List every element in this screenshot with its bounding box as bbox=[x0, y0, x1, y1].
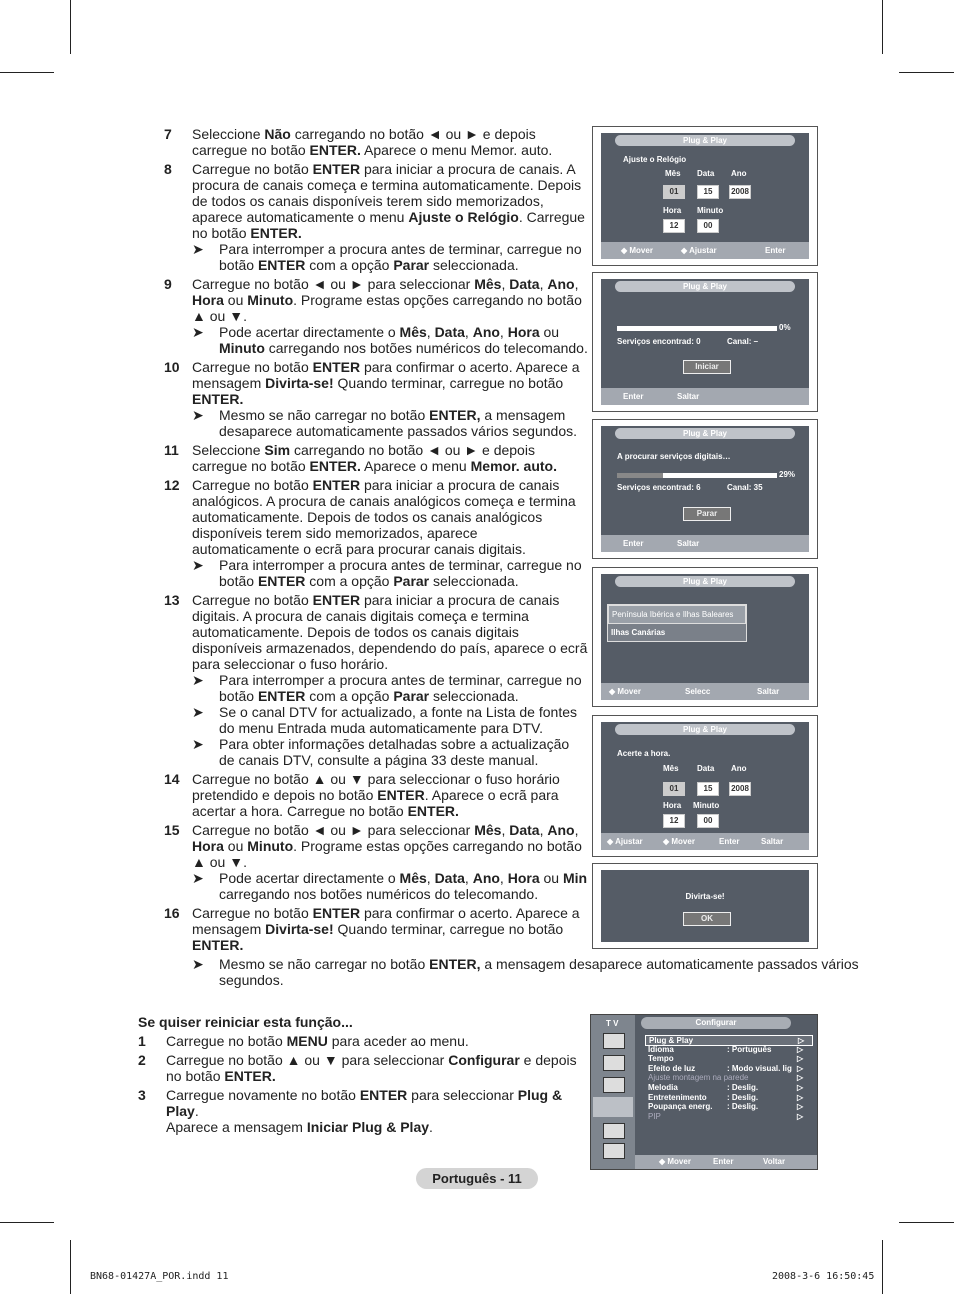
screen-header: Plug & Play bbox=[615, 724, 795, 735]
minute-field[interactable]: 00 bbox=[697, 814, 719, 828]
footer-move: ◆ Mover bbox=[663, 837, 695, 846]
month-field[interactable]: 01 bbox=[663, 782, 685, 796]
menu-item[interactable] bbox=[645, 1102, 811, 1111]
footer-enter: Enter bbox=[765, 246, 786, 255]
year-label: Ano bbox=[731, 169, 747, 178]
year-label: Ano bbox=[731, 764, 747, 773]
arrow-right-icon: ▷ bbox=[797, 1054, 804, 1064]
crop-mark bbox=[70, 0, 71, 54]
step-number: 7 bbox=[164, 126, 172, 142]
setup-icon[interactable] bbox=[593, 1097, 633, 1117]
screen-enjoy bbox=[592, 863, 818, 949]
menu-item[interactable] bbox=[645, 1064, 811, 1073]
step-note: ➤ Para interromper a procura antes de terminar, carregue no botão ENTER com a opção Parar seleccionada. bbox=[192, 557, 582, 589]
step-text: Carregue novamente no botão ENTER para seleccionar Plug & Play. Aparece a mensagem Iniciar Plug & Play. bbox=[166, 1087, 563, 1135]
day-field[interactable]: 15 bbox=[697, 782, 719, 796]
screen-digital-search bbox=[592, 419, 818, 559]
restart-section bbox=[138, 1014, 588, 1138]
arrow-right-icon: ▷ bbox=[798, 1036, 805, 1045]
footer-skip: Saltar bbox=[757, 687, 780, 696]
arrow-right-icon: ▷ bbox=[797, 1063, 804, 1073]
input-icon[interactable] bbox=[603, 1123, 625, 1139]
step-item bbox=[138, 1033, 588, 1049]
menu-item-label: Efeito de luz bbox=[648, 1063, 696, 1073]
footer-enter: Enter bbox=[713, 1157, 734, 1166]
footer-return: Voltar bbox=[763, 1157, 786, 1166]
menu-item[interactable] bbox=[645, 1112, 811, 1121]
step-number: 16 bbox=[164, 905, 180, 921]
footer-enter: Enter bbox=[623, 539, 644, 548]
arrow-right-icon: ▷ bbox=[797, 1044, 804, 1054]
screen-set-time bbox=[592, 715, 818, 857]
minute-label: Minuto bbox=[697, 206, 724, 215]
menu-item[interactable] bbox=[645, 1054, 811, 1063]
menu-item[interactable] bbox=[645, 1093, 811, 1102]
step-text: Carregue no botão ENTER para iniciar a procura de canais. A procura de canais começa e termina automaticamente. Depois de todos os canais disponíveis terem sido memorizados, aparece automaticamente o menu Ajuste o Relógio. Carregue no botão ENTER. bbox=[192, 161, 585, 241]
screen-title: Ajuste o Relógio bbox=[623, 155, 687, 164]
footer-move: ◆ Mover bbox=[621, 246, 653, 255]
step-text: Carregue no botão ▲ ou ▼ para seleccionar Configurar e depois no botão ENTER. bbox=[166, 1052, 577, 1084]
arrow-icon: ➤ bbox=[192, 241, 204, 257]
screen-clock-setup bbox=[592, 126, 818, 266]
hour-field[interactable]: 12 bbox=[663, 814, 685, 828]
step-item bbox=[164, 359, 588, 439]
screen-header: Plug & Play bbox=[615, 281, 795, 292]
crop-mark bbox=[882, 0, 883, 54]
footer-adjust: ◆ Ajustar bbox=[607, 837, 643, 846]
arrow-icon: ➤ bbox=[192, 672, 204, 688]
minute-label: Minuto bbox=[693, 801, 720, 810]
month-label: Mês bbox=[663, 764, 679, 773]
step-number: 14 bbox=[164, 771, 180, 787]
arrow-icon: ➤ bbox=[192, 870, 204, 886]
menu-item-label: Melodia bbox=[648, 1083, 678, 1092]
month-label: Mês bbox=[665, 169, 681, 178]
channel-readout: Canal: – bbox=[727, 337, 759, 346]
crop-mark bbox=[899, 72, 954, 73]
menu-item-label: Ajuste montagem na parede bbox=[648, 1073, 749, 1083]
services-found: Serviços encontrad: 6 bbox=[617, 483, 701, 492]
arrow-right-icon: ▷ bbox=[797, 1083, 804, 1092]
step-text: Carregue no botão ENTER para confirmar o acerto. Aparece a mensagem Divirta-se! Quando terminar, carregue no botão ENTER. bbox=[192, 359, 580, 407]
step-number: 3 bbox=[138, 1087, 146, 1103]
crop-mark bbox=[70, 1240, 71, 1294]
crop-mark bbox=[882, 1240, 883, 1294]
step-text: Carregue no botão ▲ ou ▼ para seleccionar o fuso horário pretendido e depois no botão ENTER. Aparece o ecrã para acertar a hora. Carregue no botão ENTER. bbox=[192, 771, 560, 819]
ok-button[interactable]: OK bbox=[683, 912, 731, 926]
step-note: ➤ Para obter informações detalhadas sobre a actualização de canais DTV, consulte a página 33 deste manual. bbox=[192, 736, 570, 768]
start-button[interactable]: Iniciar bbox=[683, 360, 731, 374]
step-note: ➤ Pode acertar directamente o Mês, Data, Ano, Hora ou Minuto carregando nos botões numéricos do telecomando. bbox=[192, 324, 588, 356]
step-item bbox=[164, 442, 588, 474]
menu-item-label: Idioma bbox=[648, 1044, 674, 1054]
step-text: Carregue no botão ENTER para confirmar o acerto. Aparece a mensagem Divirta-se! Quando terminar, carregue no botão ENTER. bbox=[192, 905, 580, 953]
stop-button[interactable]: Parar bbox=[683, 507, 731, 521]
step-number: 15 bbox=[164, 822, 180, 838]
day-label: Data bbox=[697, 764, 715, 773]
step-item bbox=[164, 905, 588, 953]
step-number: 8 bbox=[164, 161, 172, 177]
step-text: Carregue no botão ◄ ou ► para seleccionar Mês, Data, Ano, Hora ou Minuto. Programe estas opções carregando no botão ▲ ou ▼. bbox=[192, 822, 582, 870]
step-note: ➤ Pode acertar directamente o Mês, Data, Ano, Hora ou Min carregando nos botões numéricos do telecomando. bbox=[192, 870, 588, 902]
final-note: ➤ Mesmo se não carregar no botão ENTER, a mensagem desaparece automaticamente passados vários segundos. bbox=[192, 956, 859, 988]
step-note: ➤ Se o canal DTV for actualizado, a fonte na Lista de fontes do menu Entrada muda automaticamente para DTV. bbox=[192, 704, 577, 736]
day-label: Data bbox=[697, 169, 715, 178]
footer-adjust: ◆ Ajustar bbox=[681, 246, 717, 255]
progress-percent: 0% bbox=[779, 323, 791, 332]
menu-item[interactable] bbox=[645, 1045, 811, 1054]
step-number: 13 bbox=[164, 592, 180, 608]
step-text: Carregue no botão ENTER para iniciar a procura de canais digitais. A procura de canais digitais começa e termina automaticamente. Depois de todos os canais digitais disponíveis armazenados, dependendo do país, aparece o ecrã para seleccionar o fuso horário. bbox=[192, 592, 588, 672]
step-text: Seleccione Sim carregando no botão ◄ ou ► e depois carregue no botão ENTER. Aparece o menu Memor. auto. bbox=[192, 442, 557, 474]
crop-mark bbox=[0, 72, 54, 73]
arrow-icon: ➤ bbox=[192, 557, 204, 573]
month-field[interactable]: 01 bbox=[663, 185, 685, 199]
step-note: ➤ Mesmo se não carregar no botão ENTER, a mensagem desaparece automaticamente passados vários segundos. bbox=[192, 407, 577, 439]
enjoy-message: Divirta-se! bbox=[685, 892, 725, 901]
menu-item[interactable] bbox=[645, 1073, 811, 1082]
footer-enter: Enter bbox=[719, 837, 740, 846]
menu-item-label: PIP bbox=[648, 1111, 661, 1121]
step-text: Seleccione Não carregando no botão ◄ ou ► e depois carregue no botão ENTER. Aparece o menu Memor. auto. bbox=[192, 126, 553, 158]
progress-bar bbox=[617, 473, 777, 478]
hour-label: Hora bbox=[663, 206, 682, 215]
step-item bbox=[164, 822, 588, 902]
menu-item-label: Plug & Play bbox=[649, 1036, 694, 1045]
list-item[interactable]: Península Ibérica e Ilhas Baleares bbox=[608, 605, 746, 624]
step-item bbox=[164, 276, 588, 356]
footer-enter: Enter bbox=[623, 392, 644, 401]
menu-item-value: : Português bbox=[727, 1044, 772, 1054]
menu-item-label: Entretenimento bbox=[648, 1092, 707, 1102]
arrow-right-icon: ▷ bbox=[797, 1073, 804, 1083]
section-title: Se quiser reiniciar esta função... bbox=[138, 1014, 353, 1030]
menu-item-value: : Deslig. bbox=[727, 1102, 759, 1112]
step-item bbox=[164, 477, 588, 589]
channel-icon[interactable] bbox=[603, 1077, 625, 1093]
step-note: ➤ Para interromper a procura antes de terminar, carregue no botão ENTER com a opção Parar seleccionada. bbox=[192, 672, 582, 704]
footer-skip: Saltar bbox=[761, 837, 784, 846]
list-item[interactable]: Ilhas Canárias bbox=[611, 628, 666, 637]
minute-field[interactable]: 00 bbox=[697, 219, 719, 233]
step-text: Carregue no botão ◄ ou ► para seleccionar Mês, Data, Ano, Hora ou Minuto. Programe estas opções carregando no botão ▲ ou ▼. bbox=[192, 276, 582, 324]
year-field[interactable]: 2008 bbox=[729, 782, 751, 796]
menu-sidebar bbox=[591, 1015, 635, 1169]
arrow-icon: ➤ bbox=[192, 324, 204, 340]
arrow-icon: ➤ bbox=[192, 956, 204, 972]
setup-menu bbox=[590, 1014, 818, 1170]
arrow-right-icon: ▷ bbox=[797, 1102, 804, 1112]
services-found: Serviços encontrad: 0 bbox=[617, 337, 701, 346]
menu-header: Configurar bbox=[641, 1017, 791, 1029]
step-number: 1 bbox=[138, 1033, 146, 1049]
progress-percent: 29% bbox=[779, 470, 796, 479]
progress-bar bbox=[617, 326, 777, 331]
menu-item-label: Tempo bbox=[648, 1054, 674, 1064]
step-number: 11 bbox=[164, 442, 179, 458]
channel-readout: Canal: 35 bbox=[727, 483, 763, 492]
footer-move: ◆ Mover bbox=[609, 687, 641, 696]
footer-skip: Saltar bbox=[677, 392, 700, 401]
menu-item-value: : Deslig. bbox=[727, 1083, 759, 1092]
step-text: Carregue no botão ENTER para iniciar a procura de canais analógicos. A procura de canais analógicos começa e termina automaticamente. Depois de todos os canais analógicos disponíveis terem sido memorizados, aparece automaticamente o ecrã para procurar canais digitais. bbox=[192, 477, 576, 557]
day-field[interactable]: 15 bbox=[697, 185, 719, 199]
step-item bbox=[164, 126, 588, 158]
step-item bbox=[138, 1052, 588, 1084]
step-item bbox=[138, 1087, 588, 1135]
screen-header: Plug & Play bbox=[615, 428, 795, 439]
hour-label: Hora bbox=[663, 801, 682, 810]
picture-icon[interactable] bbox=[603, 1033, 625, 1049]
step-text: Carregue no botão MENU para aceder ao menu. bbox=[166, 1033, 469, 1049]
hour-field[interactable]: 12 bbox=[663, 219, 685, 233]
sound-icon[interactable] bbox=[603, 1055, 625, 1071]
crop-mark bbox=[899, 1222, 954, 1223]
support-icon[interactable] bbox=[603, 1143, 625, 1159]
arrow-icon: ➤ bbox=[192, 407, 204, 423]
step-number: 12 bbox=[164, 477, 180, 493]
step-item bbox=[164, 771, 588, 819]
arrow-icon: ➤ bbox=[192, 704, 204, 720]
step-number: 10 bbox=[164, 359, 180, 375]
tv-label: T V bbox=[606, 1019, 619, 1028]
step-item bbox=[164, 161, 588, 273]
screen-header: Plug & Play bbox=[615, 576, 795, 587]
page-number: Português - 11 bbox=[416, 1168, 538, 1189]
step-note: ➤ Para interromper a procura antes de terminar, carregue no botão ENTER com a opção Parar seleccionada. bbox=[192, 241, 582, 273]
screen-timezone-select bbox=[592, 567, 818, 707]
arrow-right-icon: ▷ bbox=[797, 1092, 804, 1102]
menu-item-label: Poupança energ. bbox=[648, 1102, 713, 1112]
arrow-right-icon: ▷ bbox=[797, 1111, 804, 1121]
arrow-icon: ➤ bbox=[192, 736, 204, 752]
screen-header: Plug & Play bbox=[615, 135, 795, 146]
date-slug: 2008-3-6 16:50:45 bbox=[772, 1271, 875, 1282]
footer-move: ◆ Mover bbox=[659, 1157, 691, 1166]
screen-analog-search bbox=[592, 272, 818, 412]
timezone-list bbox=[607, 604, 747, 642]
screen-title: A procurar serviços digitais… bbox=[617, 452, 731, 461]
step-item bbox=[164, 592, 588, 768]
step-number: 2 bbox=[138, 1052, 146, 1068]
file-slug: BN68-01427A_POR.indd 11 bbox=[90, 1271, 229, 1282]
menu-item-value: : Modo visual. lig bbox=[727, 1063, 792, 1073]
screen-title: Acerte a hora. bbox=[617, 749, 671, 758]
footer-select: Selecc bbox=[685, 687, 711, 696]
crop-mark bbox=[0, 1222, 54, 1223]
year-field[interactable]: 2008 bbox=[729, 185, 751, 199]
menu-item[interactable] bbox=[645, 1083, 811, 1092]
step-number: 9 bbox=[164, 276, 172, 292]
menu-item-value: : Deslig. bbox=[727, 1092, 759, 1102]
footer-skip: Saltar bbox=[677, 539, 700, 548]
